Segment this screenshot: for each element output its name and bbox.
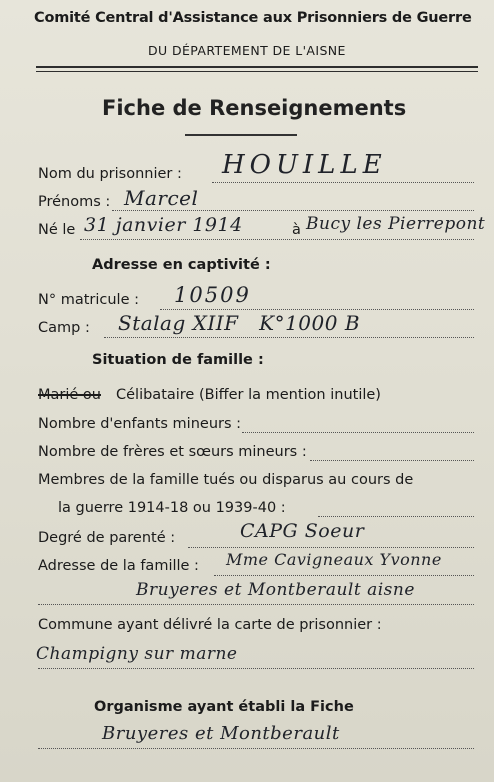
situation-heading: Situation de famille : xyxy=(92,352,264,368)
ne-value: 31 janvier 1914 xyxy=(84,214,243,236)
parente-rule xyxy=(188,547,474,548)
adresse-famille-rule-1 xyxy=(214,575,474,576)
organisme-rule xyxy=(38,748,474,749)
matricule-label: N° matricule : xyxy=(38,292,139,308)
adresse-famille-value-1: Mme Cavigneaux Yvonne xyxy=(226,550,442,569)
commune-label: Commune ayant délivré la carte de prisonnier : xyxy=(38,617,382,633)
freres-rule xyxy=(310,460,474,461)
celibataire-label: Célibataire (Biffer la mention inutile) xyxy=(116,387,381,403)
header-rule-bottom xyxy=(36,71,478,72)
matricule-value: 10509 xyxy=(174,283,251,307)
nom-label: Nom du prisonnier : xyxy=(38,166,182,182)
adresse-famille-rule-2 xyxy=(38,604,474,605)
lieu-value: Bucy les Pierrepont xyxy=(306,214,486,234)
commune-rule xyxy=(38,668,474,669)
parente-label: Degré de parenté : xyxy=(38,530,176,546)
camp-rule xyxy=(104,337,474,338)
enfants-rule xyxy=(242,432,474,433)
a-label: à xyxy=(292,222,301,238)
parente-value: CAPG Soeur xyxy=(240,520,365,542)
adresse-captivite-heading: Adresse en captivité : xyxy=(92,257,271,273)
membres-label-1: Membres de la famille tués ou disparus au cours de xyxy=(38,472,414,488)
enfants-label: Nombre d'enfants mineurs : xyxy=(38,416,242,432)
prenoms-label: Prénoms : xyxy=(38,194,111,210)
nom-value: HOUILLE xyxy=(222,150,387,180)
freres-label: Nombre de frères et sœurs mineurs : xyxy=(38,444,307,460)
organisme-heading: Organisme ayant établi la Fiche xyxy=(94,699,354,715)
matricule-rule xyxy=(160,309,474,310)
membres-rule xyxy=(318,516,474,517)
camp-label: Camp : xyxy=(38,320,90,336)
prenoms-value: Marcel xyxy=(124,186,199,210)
commune-value: Champigny sur marne xyxy=(36,644,238,664)
membres-label-2: la guerre 1914-18 ou 1939-40 : xyxy=(58,500,286,516)
organisme-value: Bruyeres et Montberault xyxy=(102,723,340,744)
nom-rule xyxy=(212,182,474,183)
form-title-rule xyxy=(185,134,297,136)
marie-label: Marié ou xyxy=(38,387,101,403)
camp-value: Stalag XIIF K°1000 B xyxy=(118,311,361,335)
ne-label: Né le xyxy=(38,222,76,238)
ne-rule xyxy=(80,239,474,240)
header-rule-top xyxy=(36,66,478,68)
adresse-famille-label: Adresse de la famille : xyxy=(38,558,199,574)
prenoms-rule xyxy=(112,210,474,211)
adresse-famille-value-2: Bruyeres et Montberault aisne xyxy=(136,580,415,600)
form-title: Fiche de Renseignements xyxy=(102,96,407,120)
header-title: Comité Central d'Assistance aux Prisonniers de Guerre xyxy=(34,10,472,26)
header-subtitle: DU DÉPARTEMENT DE L'AISNE xyxy=(148,43,346,58)
